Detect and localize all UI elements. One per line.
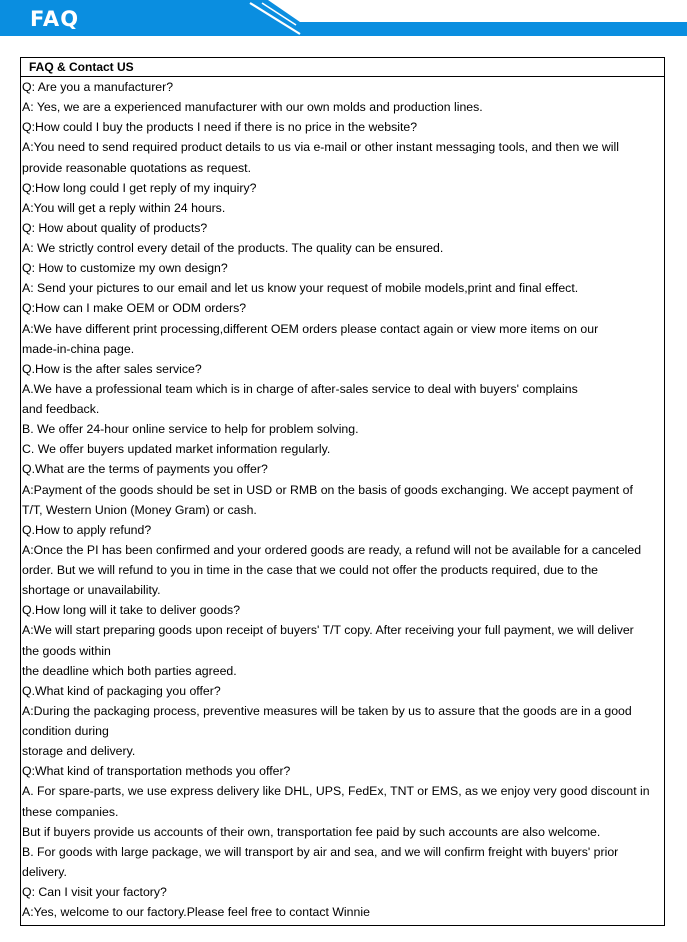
faq-answer-line: C. We offer buyers updated market information regularly. (22, 442, 331, 457)
faq-answer-line: A: Send your pictures to our email and let us know your request of mobile models,print and final effect. (22, 281, 579, 296)
faq-answer-line: A:We will start preparing goods upon receipt of buyers' T/T copy. After receiving your full payment, we will deliver (22, 623, 634, 638)
faq-answer-line: A:You need to send required product details to us via e-mail or other instant messaging tools, and then we will (22, 140, 619, 155)
faq-answer-line: A:Once the PI has been confirmed and your ordered goods are ready, a refund will not be available for a canceled (22, 542, 642, 557)
faq-question-line: Q:What kind of transportation methods you offer? (22, 764, 291, 779)
faq-question-line: Q.What are the terms of payments you offer? (22, 462, 268, 477)
faq-answer-line: But if buyers provide us accounts of their own, transportation fee paid by such accounts are also welcome. (22, 824, 601, 839)
faq-answer-line: A:We have different print processing,different OEM orders please contact again or view more items on our (22, 321, 599, 336)
faq-answer-line: these companies. (22, 804, 119, 819)
faq-answer-line: A:During the packaging process, preventive measures will be taken by us to assure that the goods are in a good (22, 703, 632, 718)
faq-answer-line: A.We have a professional team which is in charge of after-sales service to deal with buyers' complains (22, 381, 578, 396)
faq-question-line: Q.How long will it take to deliver goods? (22, 603, 241, 618)
faq-answer-line: made-in-china page. (22, 341, 135, 356)
faq-answer-line: T/T, Western Union (Money Gram) or cash. (22, 502, 257, 517)
faq-question-line: Q.How to apply refund? (22, 522, 152, 537)
banner-bar (0, 0, 687, 36)
faq-answer-line: B. We offer 24-hour online service to help for problem solving. (22, 422, 359, 437)
faq-answer-line: A: We strictly control every detail of the products. The quality can be ensured. (22, 241, 444, 255)
faq-question-line: Q: Can I visit your factory? (22, 885, 167, 899)
faq-table (20, 57, 665, 926)
faq-answer-line: A. For spare-parts, we use express delivery like DHL, UPS, FedEx, TNT or EMS, as we enjoy very good discount in (22, 784, 650, 799)
faq-answer-line: provide reasonable quotations as request. (22, 160, 252, 175)
faq-answer-line: A:Yes, welcome to our factory.Please feel free to contact Winnie (22, 905, 370, 920)
faq-question-line: Q:How can I make OEM or ODM orders? (22, 301, 247, 316)
faq-answer-line: order. But we will refund to you in time in the case that we could not offer the products required, due to the (22, 563, 599, 577)
faq-answer-line: storage and delivery. (22, 744, 136, 759)
faq-question-line: Q.How is the after sales service? (22, 361, 202, 376)
faq-list (21, 77, 664, 922)
faq-answer-line: A:You will get a reply within 24 hours. (22, 200, 226, 215)
faq-question-line: Q:How could I buy the products I need if there is no price in the website? (22, 120, 418, 135)
faq-banner (0, 0, 687, 38)
faq-question-line: Q: How about quality of products? (22, 220, 208, 235)
faq-header: FAQ & Contact US (21, 58, 664, 77)
banner-title: FAQ (30, 7, 80, 31)
faq-question-line: Q.What kind of packaging you offer? (22, 683, 221, 698)
faq-answer-line: shortage or unavailability. (22, 583, 161, 598)
faq-answer-line: delivery. (22, 864, 67, 879)
faq-question-line: Q:How long could I get reply of my inquiry? (22, 180, 257, 195)
faq-question-line: Q: Are you a manufacturer? (22, 80, 174, 94)
faq-answer-line: the goods within (22, 643, 111, 658)
faq-answer-line: A: Yes, we are a experienced manufacturer with our own molds and production lines. (22, 100, 483, 115)
faq-answer-line: and feedback. (22, 402, 100, 416)
faq-answer-line: A:Payment of the goods should be set in USD or RMB on the basis of goods exchanging. We accept payment of (22, 482, 633, 497)
faq-answer-line: the deadline which both parties agreed. (22, 663, 237, 678)
faq-question-line: Q: How to customize my own design? (22, 261, 228, 276)
banner-graphic (0, 0, 687, 38)
faq-answer-line: B. For goods with large package, we will transport by air and sea, and we will confirm freight with buyers' prior (22, 844, 619, 859)
faq-answer-line: condition during (22, 724, 109, 738)
